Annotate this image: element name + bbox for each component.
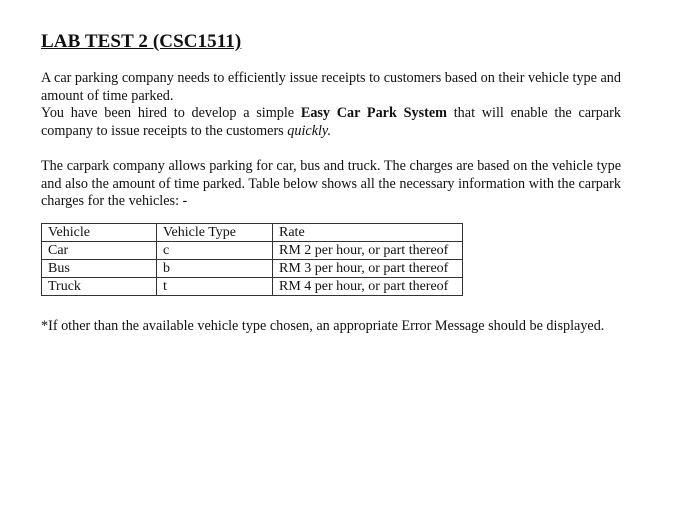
table-row (42, 259, 463, 277)
emphasis-quickly: quickly. (287, 122, 331, 139)
intro-line-2-mid: that will enable the carpark company to issue receipts to the customers (41, 105, 621, 139)
header-vehicle-type: Vehicle Type (157, 223, 273, 241)
header-rate: Rate (273, 223, 463, 241)
intro-line-1: A car parking company needs to efficiently issue receipts to customers based on their vehicle type and amount of time parked. (41, 70, 621, 104)
cell-type: c (157, 241, 273, 259)
cell-rate: RM 2 per hour, or part thereof (273, 241, 463, 259)
cell-vehicle: Truck (42, 277, 157, 295)
cell-type: b (157, 259, 273, 277)
cell-vehicle: Bus (42, 259, 157, 277)
table-header-row (42, 223, 463, 241)
page-title: LAB TEST 2 (CSC1511) (41, 31, 242, 52)
table-row (42, 277, 463, 295)
cell-vehicle: Car (42, 241, 157, 259)
cell-type: t (157, 277, 273, 295)
header-vehicle: Vehicle (42, 223, 157, 241)
cell-rate: RM 4 per hour, or part thereof (273, 277, 463, 295)
error-note: *If other than the available vehicle type chosen, an appropriate Error Message should be displayed. (41, 317, 605, 334)
intro-paragraph (41, 70, 621, 140)
cell-rate: RM 3 per hour, or part thereof (273, 259, 463, 277)
table-row (42, 241, 463, 259)
spacer (41, 140, 621, 158)
document-page (41, 30, 621, 335)
rates-table (41, 223, 463, 296)
intro-line-2-pre: You have been hired to develop a simple (41, 105, 301, 121)
system-name: Easy Car Park System (300, 105, 447, 121)
description-paragraph: The carpark company allows parking for car, bus and truck. The charges are based on the vehicle type and also the amount of time parked. Table below shows all the necessary information with the carpark charges for the vehicles: - (41, 158, 621, 209)
